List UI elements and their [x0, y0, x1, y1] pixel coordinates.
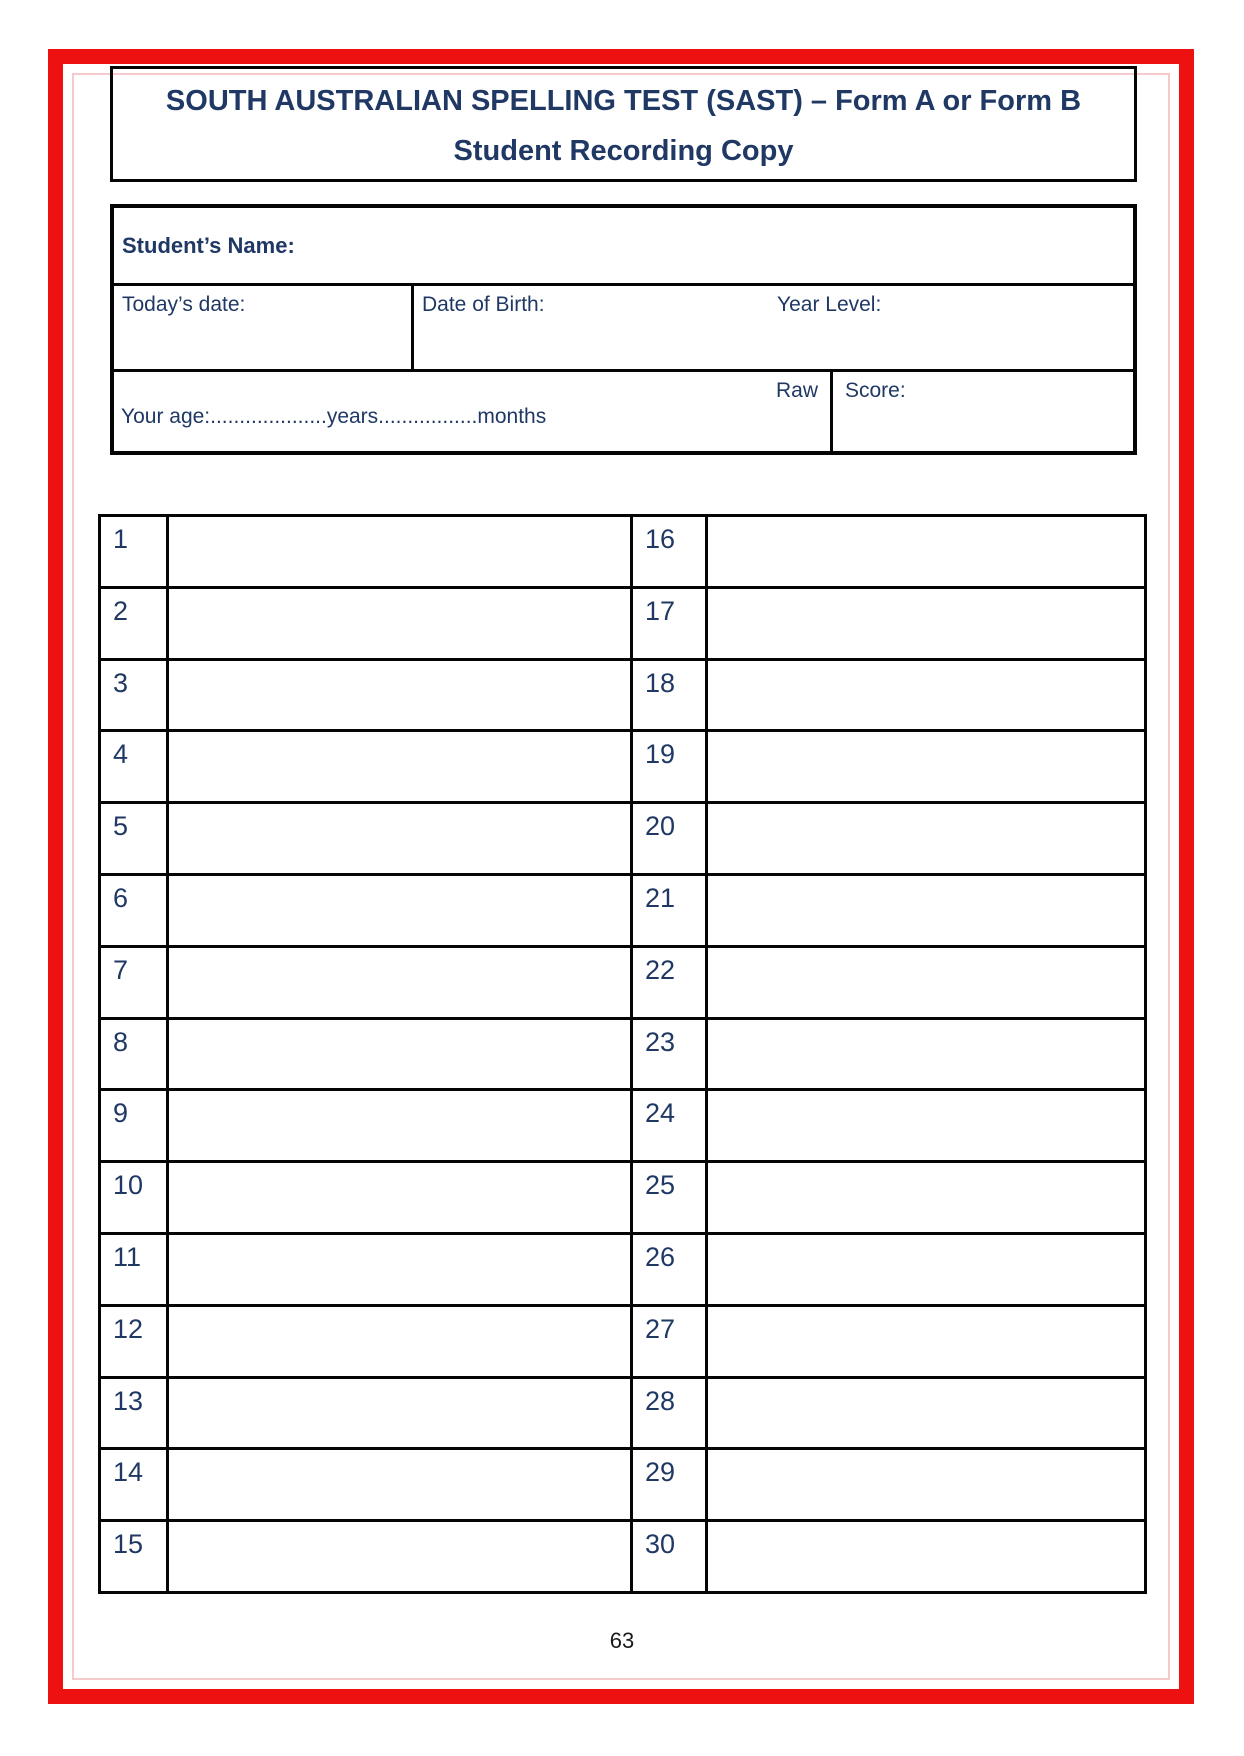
word-table-row: [101, 1020, 1144, 1092]
word-write-cell-right: [708, 876, 1144, 945]
word-write-cell-right: [708, 1450, 1144, 1519]
word-table-row: [101, 1307, 1144, 1379]
item-number-right: 20: [633, 804, 708, 873]
raw-score-divider: [830, 372, 833, 452]
word-table-row: [101, 804, 1144, 876]
item-number-right: 27: [633, 1307, 708, 1376]
word-write-cell-left: [169, 661, 633, 730]
word-write-cell-right: [708, 661, 1144, 730]
word-table-row: [101, 948, 1144, 1020]
word-write-cell-right: [708, 1522, 1144, 1591]
item-number-left: 2: [101, 589, 169, 658]
item-number-right: 17: [633, 589, 708, 658]
word-table-row: [101, 1235, 1144, 1307]
item-number-left: 4: [101, 732, 169, 801]
word-write-cell-right: [708, 804, 1144, 873]
item-number-right: 21: [633, 876, 708, 945]
word-table-row: [101, 1091, 1144, 1163]
item-number-left: 6: [101, 876, 169, 945]
word-write-cell-left: [169, 948, 633, 1017]
title-line-2: Student Recording Copy: [453, 135, 794, 167]
item-number-right: 26: [633, 1235, 708, 1304]
word-write-cell-left: [169, 1235, 633, 1304]
word-write-cell-right: [708, 1091, 1144, 1160]
word-write-cell-right: [708, 1235, 1144, 1304]
score-label: Score:: [845, 379, 906, 402]
age-score-row: [114, 372, 1133, 452]
dob-year-cell: [414, 286, 1133, 369]
student-name-label: Student’s Name:: [122, 233, 295, 258]
item-number-left: 12: [101, 1307, 169, 1376]
item-number-left: 9: [101, 1091, 169, 1160]
word-write-cell-left: [169, 1450, 633, 1519]
word-write-cell-right: [708, 589, 1144, 658]
student-name-row: [114, 208, 1133, 286]
item-number-right: 22: [633, 948, 708, 1017]
item-number-left: 5: [101, 804, 169, 873]
word-write-cell-right: [708, 1020, 1144, 1089]
word-write-cell-left: [169, 804, 633, 873]
todays-date-label: Today’s date:: [122, 293, 246, 316]
item-number-left: 8: [101, 1020, 169, 1089]
year-level-label: Year Level:: [777, 293, 882, 316]
item-number-right: 23: [633, 1020, 708, 1089]
raw-label: Raw: [775, 379, 818, 402]
word-table-row: [101, 1522, 1144, 1591]
word-write-cell-left: [169, 876, 633, 945]
word-write-cell-left: [169, 1091, 633, 1160]
word-write-cell-left: [169, 732, 633, 801]
item-number-left: 7: [101, 948, 169, 1017]
word-write-cell-left: [169, 1020, 633, 1089]
item-number-right: 29: [633, 1450, 708, 1519]
item-number-right: 25: [633, 1163, 708, 1232]
student-info-box: [110, 204, 1137, 455]
word-write-cell-left: [169, 589, 633, 658]
date-of-birth-label: Date of Birth:: [422, 293, 545, 316]
word-table-row: [101, 732, 1144, 804]
page-number: 63: [609, 1628, 635, 1653]
item-number-left: 10: [101, 1163, 169, 1232]
item-number-right: 30: [633, 1522, 708, 1591]
title-line-1: SOUTH AUSTRALIAN SPELLING TEST (SAST) – Form A or Form B: [165, 85, 1082, 117]
word-write-cell-right: [708, 732, 1144, 801]
word-table-row: [101, 589, 1144, 661]
word-write-cell-right: [708, 1379, 1144, 1448]
title-box: [110, 66, 1137, 182]
word-write-cell-right: [708, 1307, 1144, 1376]
word-table-row: [101, 876, 1144, 948]
item-number-right: 28: [633, 1379, 708, 1448]
word-write-cell-right: [708, 517, 1144, 586]
item-number-right: 18: [633, 661, 708, 730]
todays-date-cell: [114, 286, 414, 369]
word-table: [98, 514, 1147, 1594]
word-write-cell-left: [169, 517, 633, 586]
word-write-cell-left: [169, 1379, 633, 1448]
your-age-label: Your age:....................years.................months: [121, 405, 547, 428]
word-table-row: [101, 1450, 1144, 1522]
dates-row: [114, 286, 1133, 372]
item-number-right: 24: [633, 1091, 708, 1160]
item-number-left: 13: [101, 1379, 169, 1448]
item-number-right: 19: [633, 732, 708, 801]
word-write-cell-right: [708, 948, 1144, 1017]
item-number-left: 1: [101, 517, 169, 586]
word-table-row: [101, 661, 1144, 733]
item-number-right: 16: [633, 517, 708, 586]
word-write-cell-left: [169, 1307, 633, 1376]
word-table-row: [101, 1163, 1144, 1235]
word-write-cell-left: [169, 1522, 633, 1591]
word-write-cell-left: [169, 1163, 633, 1232]
word-table-row: [101, 517, 1144, 589]
word-table-row: [101, 1379, 1144, 1451]
item-number-left: 14: [101, 1450, 169, 1519]
item-number-left: 3: [101, 661, 169, 730]
word-write-cell-right: [708, 1163, 1144, 1232]
item-number-left: 15: [101, 1522, 169, 1591]
item-number-left: 11: [101, 1235, 169, 1304]
